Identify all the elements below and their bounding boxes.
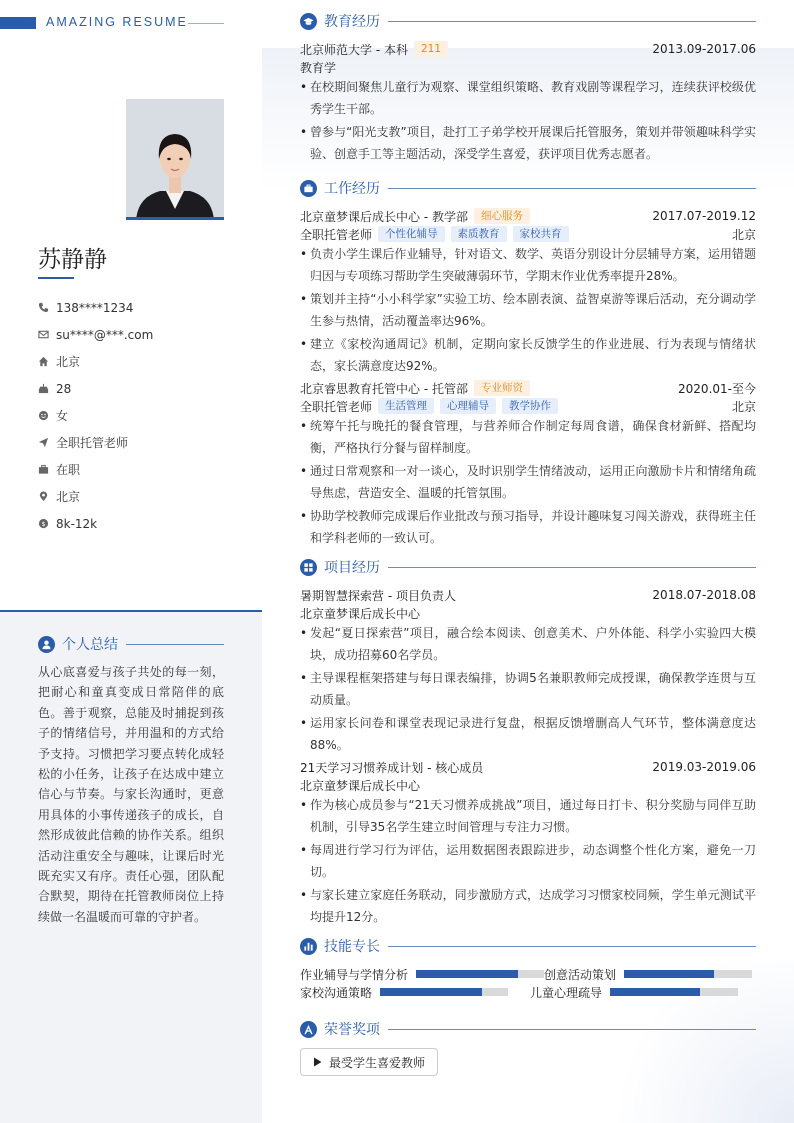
award-chip: [300, 1048, 438, 1076]
awards-section: [300, 1019, 756, 1076]
svg-text:$: $: [41, 519, 46, 528]
project-2-org: 北京童梦课后成长中心: [300, 778, 421, 793]
list-item: • 负责小学生课后作业辅导，针对语文、数学、英语分别设计分层辅导方案，运用错题归因与专项练习帮助学生突破薄弱环节，学期末作业优秀率提升28%。: [300, 244, 756, 287]
home-icon: [38, 356, 56, 367]
smile-icon: [38, 410, 56, 421]
project-2: [300, 758, 756, 928]
job-1-bullets: [300, 244, 756, 377]
info-status: [38, 456, 153, 483]
education-title-line: [388, 21, 756, 22]
info-salary: [38, 510, 153, 537]
work-header: [300, 178, 756, 198]
skills-title: 技能专长: [324, 939, 380, 955]
skill-item: [544, 965, 756, 983]
education-school: 北京师范大学 - 本科: [300, 42, 408, 57]
job-1-org: 北京童梦课后成长中心 - 教学部: [300, 209, 468, 224]
list-item: • 建立《家校沟通周记》机制，定期向家长反馈学生的作业进展、行为表现与情绪状态，家长满意度达92%。: [300, 334, 756, 377]
skills-header: [300, 936, 756, 956]
summary-text: 从心底喜爱与孩子共处的每一刻，把耐心和童真变成日常陪伴的底色。善于观察，总能及时捕捉到孩子的情绪信号，并用温和的方式给予支持。习惯把学习要点转化成轻松的小任务，让孩子在达成中建立信心与节奏。与家长沟通时，更意用具体的小事传递孩子的成长，自然形成彼此信赖的协作关系。组织活动注重安全与趣味，让课后时光既充实又有序。责任心强，团队配合默契，期待在托管教师岗位上持续做一名温暖而可靠的守护者。: [38, 665, 224, 924]
job-1-skill-tag: 素质教育: [451, 226, 507, 242]
briefcase-icon: [38, 464, 56, 475]
info-status-text: 在职: [56, 463, 81, 477]
summary-section-header: [38, 634, 224, 654]
graduation-cap-icon: [300, 13, 317, 30]
projects-title: 项目经历: [324, 560, 380, 576]
job-1-period: 2017.07-2019.12: [652, 209, 756, 223]
info-gender-text: 女: [56, 409, 69, 423]
education-period: 2013.09-2017.06: [652, 42, 756, 56]
job-1-city: 北京: [731, 227, 756, 242]
job-1: [300, 207, 756, 377]
brand-bar: [0, 17, 36, 29]
skill-bar: [380, 988, 508, 996]
list-item: • 主导课程框架搭建与每日课表编排，协调5名兼职教师完成授课，确保教学连贯与互动质量。: [300, 668, 756, 711]
project-2-row: [300, 758, 756, 776]
job-2-skill-tag: 生活管理: [378, 398, 434, 414]
work-title-line: [388, 188, 756, 189]
job-2-period: 2020.01-至今: [678, 381, 756, 396]
name-underline: [38, 277, 74, 279]
skill-label: 作业辅导与学情分析: [300, 967, 409, 982]
info-age: [38, 375, 153, 402]
summary-title: 个人总结: [62, 637, 118, 653]
info-location: [38, 483, 153, 510]
education-major: 教育学: [300, 60, 337, 75]
job-2: [300, 379, 756, 549]
skill-bar-fill: [416, 970, 518, 978]
info-age-text: 28: [56, 381, 72, 396]
info-hometown-text: 北京: [56, 355, 81, 369]
awards-header: [300, 1019, 756, 1039]
list-item: • 协助学校教师完成课后作业批改与预习指导，并设计趣味复习闯关游戏，获得班主任和学科老师的一致认可。: [300, 506, 756, 549]
skill-item: [300, 965, 544, 983]
list-item: • 与家长建立家庭任务联动，同步激励方式，达成学习习惯家校同频，学生单元测试平均提升12分。: [300, 885, 756, 928]
project-2-bullets: [300, 795, 756, 928]
skills-row-1: [300, 965, 756, 983]
list-item: • 曾参与“阳光支教”项目，赴打工子弟学校开展课后托管服务，策划并带领趣味科学实验、创意手工等主题活动，深受学生喜爱，获评项目优秀志愿者。: [300, 122, 756, 165]
list-item: • 策划并主持“小小科学家”实验工坊、绘本剧表演、益智桌游等课后活动，充分调动学生参与热情，活动覆盖率达96%。: [300, 289, 756, 332]
job-1-tag: 细心服务: [474, 208, 530, 224]
job-1-skill-tag: 个性化辅导: [378, 226, 445, 242]
project-1-name: 暑期智慧探索营 - 项目负责人: [300, 588, 456, 603]
profile-name: 苏静静: [38, 247, 107, 273]
bar-chart-icon: [300, 938, 317, 955]
list-item: • 运用家长问卷和课堂表现记录进行复盘，根据反馈增删高人气环节，整体满意度达88%。: [300, 713, 756, 756]
contact-info-list: [38, 294, 153, 537]
briefcase-icon: [300, 180, 317, 197]
education-row: [300, 40, 756, 58]
phone-icon: [38, 302, 56, 313]
skills-row-2: [300, 983, 756, 1001]
profile-photo: [126, 99, 224, 220]
job-2-org: 北京睿思教育托管中心 - 托管部: [300, 381, 468, 396]
job-2-city: 北京: [731, 399, 756, 414]
job-2-role-row: [300, 397, 756, 415]
awards-title-line: [388, 1029, 756, 1030]
job-2-role: 全职托管老师: [300, 399, 373, 414]
list-item: • 通过日常观察和一对一谈心，及时识别学生情绪波动，运用正向激励卡片和情绪角疏导焦虑，营造安全、温暖的托管氛围。: [300, 461, 756, 504]
award-label: 最受学生喜爱教师: [329, 1055, 426, 1070]
projects-header: [300, 557, 756, 577]
work-title: 工作经历: [324, 181, 380, 197]
grid-icon: [300, 559, 317, 576]
job-2-skill-tag: 心理辅导: [440, 398, 496, 414]
project-1-row: [300, 586, 756, 604]
project-2-period: 2019.03-2019.06: [652, 760, 756, 774]
skills-title-line: [388, 946, 756, 947]
info-phone: [38, 294, 153, 321]
education-tag: 211: [414, 41, 448, 57]
info-target-job: [38, 429, 153, 456]
job-2-bullets: [300, 416, 756, 549]
projects-title-line: [388, 567, 756, 568]
project-1-bullets: [300, 623, 756, 756]
skill-item: [530, 983, 742, 1001]
info-gender: [38, 402, 153, 429]
summary-title-line: [126, 644, 224, 645]
project-2-name: 21天学习习惯养成计划 - 核心成员: [300, 760, 484, 775]
list-item: • 发起“夏日探索营”项目，融合绘本阅读、创意美术、户外体能、科学小实验四大模块，成功招募60名学员。: [300, 623, 756, 666]
skill-bar: [416, 970, 544, 978]
location-pin-icon: [38, 491, 56, 502]
info-location-text: 北京: [56, 490, 81, 504]
project-1-period: 2018.07-2018.08: [652, 588, 756, 602]
mail-icon: [38, 329, 56, 340]
skill-item: [300, 983, 530, 1001]
award-icon: [300, 1021, 317, 1038]
cake-icon: [38, 383, 56, 394]
info-hometown: [38, 348, 153, 375]
project-1: [300, 586, 756, 756]
skill-bar-fill: [380, 988, 482, 996]
skill-bar: [624, 970, 752, 978]
education-title: 教育经历: [324, 14, 380, 30]
skill-bar-fill: [624, 970, 714, 978]
info-phone-text: 138****1234: [56, 300, 134, 315]
education-section: [300, 11, 756, 167]
list-item: • 作为核心成员参与“21天习惯养成挑战”项目，通过每日打卡、积分奖励与同伴互助机制，引导35名学生建立时间管理与专注力习惯。: [300, 795, 756, 838]
job-2-tag: 专业师资: [474, 380, 530, 396]
job-2-skill-tag: 教学协作: [502, 398, 558, 414]
coin-icon: [38, 518, 56, 529]
info-email: [38, 321, 153, 348]
send-icon: [38, 437, 56, 448]
job-1-skill-tag: 家校共育: [513, 226, 569, 242]
play-icon: [313, 1057, 322, 1067]
user-icon: [38, 636, 55, 653]
job-1-org-row: [300, 207, 756, 225]
info-email-text: su****@***.com: [56, 327, 154, 342]
info-target-job-text: 全职托管老师: [56, 436, 129, 450]
work-section: [300, 178, 756, 551]
education-header: [300, 11, 756, 31]
brand-line: [188, 23, 224, 24]
list-item: • 每周进行学习行为评估，运用数据图表跟踪进步，动态调整个性化方案，避免一刀切。: [300, 840, 756, 883]
job-1-role: 全职托管老师: [300, 227, 373, 242]
job-2-org-row: [300, 379, 756, 397]
education-bullets: [300, 77, 756, 165]
project-1-org: 北京童梦课后成长中心: [300, 606, 421, 621]
list-item: • 统筹午托与晚托的餐食管理，与营养师合作制定每周食谱，确保食材新鲜、搭配均衡，严格执行分餐与留样制度。: [300, 416, 756, 459]
skill-label: 创意活动策划: [544, 967, 617, 982]
job-1-role-row: [300, 225, 756, 243]
info-salary-text: 8k-12k: [56, 516, 98, 531]
portrait-image: [126, 99, 224, 220]
skill-bar-fill: [610, 988, 700, 996]
brand-title: AMAZING RESUME: [46, 15, 188, 29]
skill-label: 家校沟通策略: [300, 985, 373, 1000]
list-item: • 在校期间聚焦儿童行为观察、课堂组织策略、教育戏剧等课程学习，连续获评校级优秀学生干部。: [300, 77, 756, 120]
skills-section: [300, 936, 756, 1001]
projects-section: [300, 557, 756, 930]
skill-label: 儿童心理疏导: [530, 985, 603, 1000]
awards-title: 荣誉奖项: [324, 1022, 380, 1038]
skill-bar: [610, 988, 738, 996]
